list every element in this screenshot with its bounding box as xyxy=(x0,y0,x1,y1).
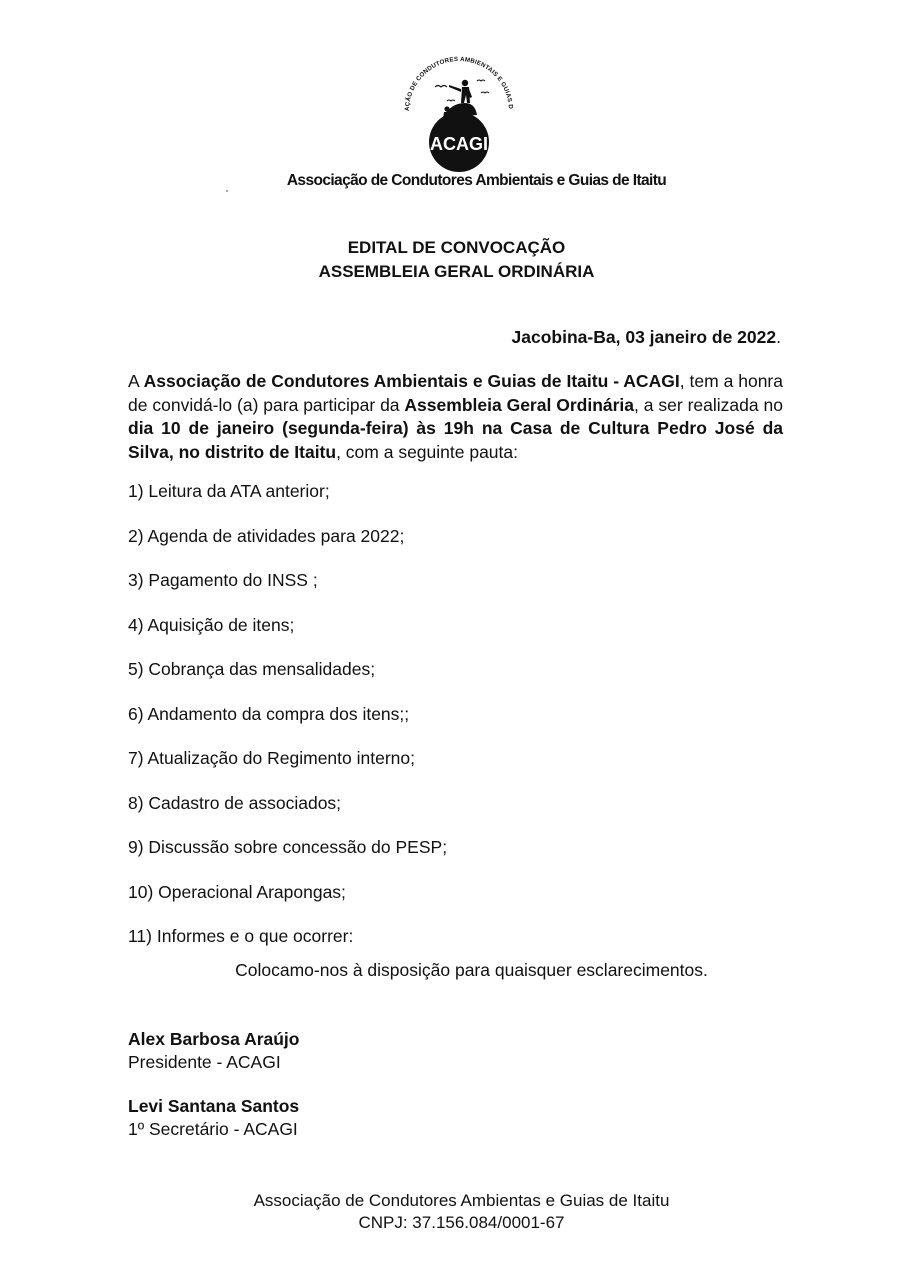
para-bold-assembly: Assembleia Geral Ordinária xyxy=(404,394,635,415)
agenda-item: 9) Discussão sobre concessão do PESP; xyxy=(128,837,448,857)
agenda-item: 5) Cobrança das mensalidades; xyxy=(128,659,376,679)
signature-role: Presidente - ACAGI xyxy=(128,1052,281,1072)
edital-title: EDITAL DE CONVOCAÇÃO xyxy=(347,238,566,257)
logo-arc-text: AÇÃO DE CONDUTORES AMBIENTAIS E GUIAS D xyxy=(403,55,515,112)
agenda-item: 2) Agenda de atividades para 2022; xyxy=(128,525,405,546)
invitation-paragraph xyxy=(128,370,783,464)
para-bold-org: Associação de Condutores Ambientais e Guias de Itaitu - ACAGI xyxy=(143,371,680,391)
dateline xyxy=(512,327,781,348)
agenda-item: 1) Leitura da ATA anterior; xyxy=(128,481,330,501)
agenda-item: 8) Cadastro de associados; xyxy=(128,792,342,813)
footer xyxy=(0,1190,913,1234)
logo-acronym: ACAGI xyxy=(430,134,488,154)
dateline-text: Jacobina-Ba, 03 janeiro de 2022 xyxy=(511,327,777,347)
svg-text:ASSOCIAÇÃO DE CONDUTORES AMBIE xyxy=(395,45,514,111)
scan-speck xyxy=(226,190,228,192)
para-bold-date-place: dia 10 de janeiro (segunda-feira) às 19h na Casa de Cultura Pedro José da Silva, no distrito de Itaitu xyxy=(128,418,783,462)
closing-sentence xyxy=(0,960,913,981)
signature-name: Alex Barbosa Araújo xyxy=(128,1029,300,1049)
agenda-item: 7) Atualização do Regimento interno; xyxy=(128,748,415,768)
signature-president xyxy=(128,1028,300,1074)
signature-role: 1º Secretário - ACAGI xyxy=(128,1119,298,1139)
para-text-3: , a ser realizada no xyxy=(634,394,783,415)
agenda-item: 11) Informes e o que ocorrer: xyxy=(128,926,354,946)
footer-cnpj: CNPJ: 37.156.084/0001-67 xyxy=(358,1213,565,1232)
para-text-4: , com a seguinte pauta: xyxy=(336,441,518,462)
acagi-logo xyxy=(395,45,523,173)
org-header xyxy=(0,172,913,190)
agenda-item: 3) Pagamento do INSS ; xyxy=(128,570,318,590)
signature-name: Levi Santana Santos xyxy=(128,1096,300,1116)
assembleia-title: ASSEMBLEIA GERAL ORDINÁRIA xyxy=(318,262,595,281)
agenda-item: 4) Aquisição de itens; xyxy=(128,614,295,635)
agenda-item: 6) Andamento da compra dos itens;; xyxy=(128,703,410,724)
agenda-list xyxy=(128,480,447,970)
para-text-2: , tem a honra de convidá-lo (a) para participar da xyxy=(128,371,783,415)
closing-text: Colocamo-nos à disposição para quaisquer esclarecimentos. xyxy=(235,960,708,980)
dateline-punct: . xyxy=(776,327,781,347)
signature-secretary xyxy=(128,1095,299,1141)
logo-emblem xyxy=(395,45,523,173)
para-text-1: A xyxy=(128,371,144,391)
agenda-item: 10) Operacional Arapongas; xyxy=(128,881,346,902)
org-header-text: Associação de Condutores Ambientais e Guias de Itaitu xyxy=(286,172,667,189)
footer-org-name: Associação de Condutores Ambientas e Guias de Itaitu xyxy=(253,1191,670,1210)
